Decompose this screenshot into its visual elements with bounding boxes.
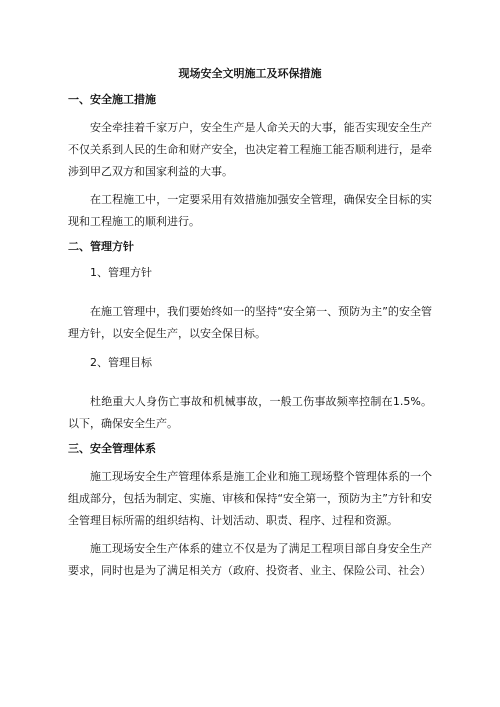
- document-title: 现场安全文明施工及环保措施: [178, 67, 322, 80]
- paragraph: 施工现场安全生产管理体系是施工企业和施工现场整个管理体系的一个组成部分，包括为制定、实施、审核和保持“安全第一，预防为主”方针和安全管理目标所需的组织结构、计划活动、职责、程序、过程和资源。: [68, 470, 432, 527]
- section-safety-measures: [68, 92, 432, 233]
- subheading: 2、管理目标: [90, 356, 152, 369]
- paragraph: 安全牵挂着千家万户，安全生产是人命关天的大事，能否实现安全生产不仅关系到人民的生命和财产安全，也决定着工程施工能否顺利进行，是牵涉到甲乙双方和国家利益的大事。: [68, 121, 432, 178]
- section-heading: 一、安全施工措施: [68, 93, 156, 106]
- paragraph: 在施工管理中，我们要始终如一的坚持“安全第一、预防为主”的安全管理方针，以安全促生产，以安全保目标。: [68, 305, 432, 340]
- section-heading: 二、管理方针: [68, 240, 134, 253]
- paragraph: 施工现场安全生产体系的建立不仅是为了满足工程项目部自身安全生产要求，同时也是为了满足相关方（政府、投资者、业主、保险公司、社会）: [68, 542, 432, 577]
- section-management-policy: [68, 239, 432, 435]
- paragraph: 杜绝重大人身伤亡事故和机械事故，一般工伤事故频率控制在1.5%。以下，确保安全生产。: [68, 395, 432, 430]
- subheading: 1、管理方针: [90, 266, 152, 279]
- section-heading: 三、安全管理体系: [68, 442, 156, 455]
- section-safety-management-system: [68, 441, 432, 582]
- paragraph: 在工程施工中，一定要采用有效措施加强安全管理，确保安全目标的实现和工程施工的顺利进行。: [68, 193, 432, 228]
